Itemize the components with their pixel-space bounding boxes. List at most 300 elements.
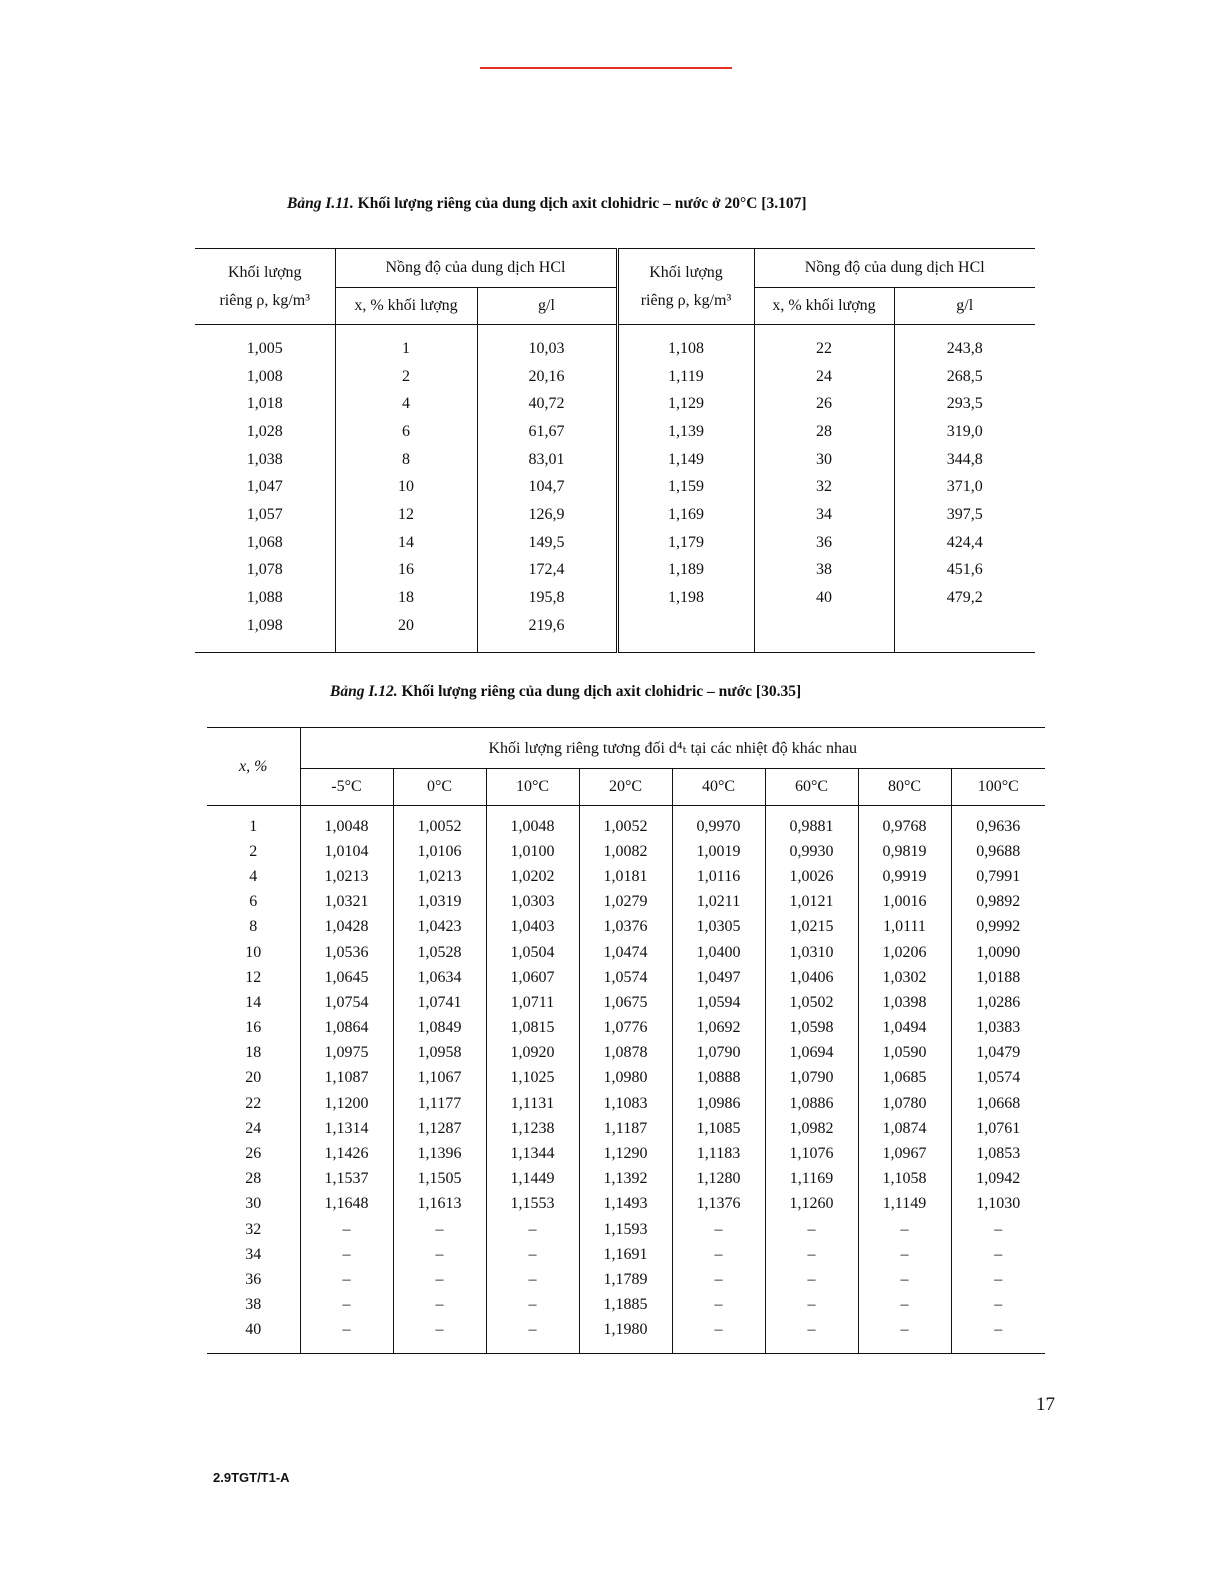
t12-cell-density: 0,9930	[765, 839, 858, 864]
t12-cell-x: 2	[207, 839, 300, 864]
t12-cell-density: 1,1691	[579, 1242, 672, 1267]
t11-density-line1-right: Khối lượng	[649, 263, 723, 281]
table-11-title: Khối lượng riêng của dung dịch axit clohidric – nước ở 20°C [3.107]	[357, 195, 807, 212]
t12-cell-density: 1,1789	[579, 1267, 672, 1292]
t12-cell-density: 1,0310	[765, 940, 858, 965]
t12-cell-x: 22	[207, 1091, 300, 1116]
t12-cell-density: 1,1260	[765, 1192, 858, 1217]
t12-temp-header-row	[207, 769, 1045, 806]
t12-cell-density: 1,0321	[300, 890, 393, 915]
t12-cell-density: 1,0645	[300, 965, 393, 990]
t12-cell-density: 1,1537	[300, 1167, 393, 1192]
t12-cell-density: –	[994, 1270, 1003, 1288]
t11-cell-rho-l: 1,057	[195, 501, 335, 529]
t12-cell-density: 1,1280	[672, 1167, 765, 1192]
t12-cell-density: 0,9892	[976, 893, 1021, 911]
t12-cell-density: 1,0594	[672, 990, 765, 1015]
t11-cell-x-r: 30	[754, 446, 894, 474]
t12-cell-x: 8	[207, 915, 300, 940]
t12-temp-header: 60°C	[765, 769, 858, 806]
t12-cell-density: 1,1885	[579, 1293, 672, 1318]
t11-x-header-right: x, % khối lượng	[754, 288, 894, 325]
t12-cell-x: 34	[207, 1242, 300, 1267]
t12-cell-density: 1,0181	[579, 864, 672, 889]
t12-cell-x: 24	[207, 1116, 300, 1141]
t12-row	[207, 839, 1045, 864]
t12-cell-density: 1,1149	[858, 1192, 951, 1217]
t11-cell-rho-l: 1,008	[195, 363, 335, 391]
t12-row	[207, 990, 1045, 1015]
t12-cell-density: 1,0741	[393, 990, 486, 1015]
t12-cell-density: 1,0121	[765, 890, 858, 915]
t12-cell-density: 0,9688	[976, 842, 1021, 860]
t12-cell-density: 1,0790	[765, 1066, 858, 1091]
t12-cell-density: –	[393, 1242, 486, 1267]
t12-cell-density: 1,0303	[486, 890, 579, 915]
t12-cell-density: 1,0607	[486, 965, 579, 990]
t12-cell-density: 1,0692	[672, 1016, 765, 1041]
t12-cell-density: 1,0479	[976, 1044, 1021, 1062]
t12-cell-density: 0,7991	[976, 867, 1021, 885]
t11-cell-x-r: 26	[754, 390, 894, 418]
t12-cell-density: 0,9636	[976, 817, 1021, 835]
t11-cell-x-r: 36	[754, 529, 894, 557]
t11-body	[195, 325, 1035, 653]
t11-cell-g-l: 10,03	[477, 325, 617, 363]
t12-cell-density: 1,1426	[300, 1141, 393, 1166]
t12-cell-density: 1,0286	[976, 993, 1021, 1011]
t12-cell-density: –	[994, 1321, 1003, 1339]
t12-cell-density: 1,0675	[579, 990, 672, 1015]
t12-row	[207, 1293, 1045, 1318]
t11-cell-x-l: 18	[335, 584, 477, 612]
t12-cell-density: 1,0776	[579, 1016, 672, 1041]
t12-cell-density: 1,0428	[300, 915, 393, 940]
table-12	[207, 727, 1045, 1354]
t12-temp-header: -5°C	[300, 769, 393, 806]
t12-cell-density: 1,0942	[976, 1170, 1021, 1188]
t11-cell-g-r: 479,2	[946, 589, 983, 607]
t12-cell-density: 1,1290	[579, 1141, 672, 1166]
t12-cell-density: –	[486, 1293, 579, 1318]
t12-cell-density: 1,0104	[300, 839, 393, 864]
t12-cell-density: 1,0383	[976, 1019, 1021, 1037]
table-12-title: Khối lượng riêng của dung dịch axit clohidric – nước [30.35]	[401, 683, 802, 700]
t12-cell-density: 1,0026	[765, 864, 858, 889]
t12-cell-density: 1,0888	[672, 1066, 765, 1091]
t12-cell-density: –	[858, 1293, 951, 1318]
t12-row	[207, 890, 1045, 915]
t12-cell-density: 1,0213	[300, 864, 393, 889]
t11-row	[195, 418, 1035, 446]
t11-cell-rho-l: 1,047	[195, 473, 335, 501]
t12-cell-density: 1,0494	[858, 1016, 951, 1041]
t12-temp-header: 40°C	[672, 769, 765, 806]
t12-cell-density: 1,0305	[672, 915, 765, 940]
t12-cell-density: 1,0497	[672, 965, 765, 990]
t11-cell-g-r: 371,0	[946, 478, 983, 496]
t12-cell-density: –	[393, 1293, 486, 1318]
t11-cell-g-r: 243,8	[946, 339, 983, 357]
t12-cell-density: 1,0302	[858, 965, 951, 990]
t11-cell-rho-l: 1,028	[195, 418, 335, 446]
t12-cell-density: –	[486, 1242, 579, 1267]
page-number: 17	[1036, 1394, 1055, 1415]
t12-row	[207, 1167, 1045, 1192]
t12-cell-density: 1,1376	[672, 1192, 765, 1217]
t12-cell-density: 1,1067	[393, 1066, 486, 1091]
doc-code: 2.9TGT/T1-A	[213, 1470, 290, 1485]
t12-cell-density: 1,0502	[765, 990, 858, 1015]
t12-cell-density: 1,0398	[858, 990, 951, 1015]
t12-cell-density: –	[994, 1296, 1003, 1314]
t12-cell-density: 1,0920	[486, 1041, 579, 1066]
t11-density-line2-left: riêng ρ, kg/m³	[219, 291, 311, 309]
t12-cell-density: 1,0780	[858, 1091, 951, 1116]
t12-cell-density: –	[858, 1318, 951, 1354]
t12-cell-density: 1,0206	[858, 940, 951, 965]
t12-cell-density: 1,0528	[393, 940, 486, 965]
t12-row	[207, 1041, 1045, 1066]
t12-cell-density: 1,1553	[486, 1192, 579, 1217]
t12-cell-density: –	[486, 1318, 579, 1354]
t12-cell-density: 1,0211	[672, 890, 765, 915]
t12-cell-density: 1,0980	[579, 1066, 672, 1091]
t11-density-header-right	[617, 249, 754, 325]
t12-row	[207, 965, 1045, 990]
t12-cell-density: 1,1287	[393, 1116, 486, 1141]
t11-cell-g-l: 104,7	[477, 473, 617, 501]
t12-cell-density: 1,1187	[579, 1116, 672, 1141]
t11-conc-header-left: Nồng độ của dung dịch HCl	[335, 249, 617, 288]
t12-temp-header: 10°C	[486, 769, 579, 806]
t12-row	[207, 1091, 1045, 1116]
t11-cell-g-l: 126,9	[477, 501, 617, 529]
t11-cell-rho-r: 1,119	[617, 363, 754, 391]
t12-cell-density: –	[672, 1267, 765, 1292]
t11-cell-rho-r: 1,159	[617, 473, 754, 501]
t12-cell-density: –	[858, 1217, 951, 1242]
t12-cell-density: 1,0694	[765, 1041, 858, 1066]
t12-cell-density: –	[300, 1217, 393, 1242]
t11-cell-x-l: 1	[335, 325, 477, 363]
t12-cell-density: 1,0403	[486, 915, 579, 940]
t12-cell-x: 12	[207, 965, 300, 990]
t12-cell-density: 1,0016	[858, 890, 951, 915]
t12-cell-density: 1,1396	[393, 1141, 486, 1166]
t12-cell-density: 1,0423	[393, 915, 486, 940]
t11-cell-rho-r: 1,108	[617, 325, 754, 363]
t12-cell-density: –	[393, 1318, 486, 1354]
t12-cell-density: 1,1030	[976, 1195, 1021, 1213]
t12-cell-x: 10	[207, 940, 300, 965]
t11-cell-g-r: 451,6	[946, 561, 983, 579]
t11-row	[195, 446, 1035, 474]
t12-cell-density: 1,1076	[765, 1141, 858, 1166]
t12-cell-density: 1,1314	[300, 1116, 393, 1141]
t12-cell-density: –	[765, 1267, 858, 1292]
t12-temp-header: 80°C	[858, 769, 951, 806]
t12-cell-x: 14	[207, 990, 300, 1015]
t12-cell-x: 20	[207, 1066, 300, 1091]
t12-cell-density: 1,0574	[579, 965, 672, 990]
t12-cell-density: 1,0504	[486, 940, 579, 965]
t12-cell-density: 1,1087	[300, 1066, 393, 1091]
t12-cell-density: 1,0790	[672, 1041, 765, 1066]
t12-row	[207, 915, 1045, 940]
t11-cell-rho-l: 1,068	[195, 529, 335, 557]
t12-cell-density: 1,0319	[393, 890, 486, 915]
t11-cell-rho-l: 1,098	[195, 612, 335, 652]
t12-cell-density: 1,1169	[765, 1167, 858, 1192]
t11-row	[195, 529, 1035, 557]
t12-cell-density: 1,1058	[858, 1167, 951, 1192]
t12-row	[207, 1318, 1045, 1354]
t11-cell-x-l: 4	[335, 390, 477, 418]
t12-cell-density: –	[393, 1267, 486, 1292]
t12-cell-density: 1,0986	[672, 1091, 765, 1116]
t11-cell-g-r: 344,8	[946, 450, 983, 468]
t12-cell-density: –	[994, 1245, 1003, 1263]
t11-cell-g-r: 293,5	[946, 395, 983, 413]
t11-cell-x-l: 2	[335, 363, 477, 391]
t12-cell-density: 1,0874	[858, 1116, 951, 1141]
t12-cell-density: 1,0853	[976, 1145, 1021, 1163]
t11-cell-x-r: 34	[754, 501, 894, 529]
t12-cell-density: 1,0711	[486, 990, 579, 1015]
t11-cell-x-r: 40	[754, 584, 894, 612]
t12-cell-density: 0,9819	[858, 839, 951, 864]
t11-x-header-left: x, % khối lượng	[335, 288, 477, 325]
t11-row	[195, 325, 1035, 363]
t11-cell-rho-l: 1,088	[195, 584, 335, 612]
t11-cell-rho-r: 1,198	[617, 584, 754, 612]
t12-cell-x: 32	[207, 1217, 300, 1242]
t12-temp-header: 100°C	[951, 769, 1045, 806]
t12-cell-density: 1,0082	[579, 839, 672, 864]
t11-cell-x-l: 14	[335, 529, 477, 557]
t11-cell-g-l: 61,67	[477, 418, 617, 446]
t11-cell-x-r: 28	[754, 418, 894, 446]
t12-cell-x: 6	[207, 890, 300, 915]
t12-row	[207, 1016, 1045, 1041]
t11-cell-g-l: 20,16	[477, 363, 617, 391]
t12-cell-density: 1,1505	[393, 1167, 486, 1192]
t12-cell-density: 1,0213	[393, 864, 486, 889]
t12-row	[207, 1116, 1045, 1141]
t12-cell-density: 1,0685	[858, 1066, 951, 1091]
t11-cell-rho-r: 1,179	[617, 529, 754, 557]
t12-cell-density: –	[765, 1242, 858, 1267]
t11-cell-x-l: 6	[335, 418, 477, 446]
t12-body	[207, 806, 1045, 1354]
t12-cell-density: 0,9768	[858, 806, 951, 840]
t12-cell-density: 1,0406	[765, 965, 858, 990]
t12-row	[207, 1267, 1045, 1292]
t11-gl-header-left: g/l	[477, 288, 617, 325]
t12-cell-density: 0,9919	[858, 864, 951, 889]
t12-row	[207, 1141, 1045, 1166]
t11-conc-header-right: Nồng độ của dung dịch HCl	[804, 259, 985, 276]
t12-cell-density: –	[672, 1217, 765, 1242]
t12-cell-x: 30	[207, 1192, 300, 1217]
t12-cell-density: –	[672, 1293, 765, 1318]
t12-cell-density: 1,0019	[672, 839, 765, 864]
t11-cell-g-r	[894, 612, 1035, 652]
t12-cell-density: 0,9992	[976, 918, 1021, 936]
t12-cell-density: –	[994, 1220, 1003, 1238]
t12-cell-density: –	[765, 1293, 858, 1318]
t11-cell-rho-r: 1,169	[617, 501, 754, 529]
t12-cell-x: 16	[207, 1016, 300, 1041]
t11-cell-rho-l: 1,038	[195, 446, 335, 474]
t12-cell-density: –	[672, 1242, 765, 1267]
t12-cell-density: –	[393, 1217, 486, 1242]
t12-cell-density: 1,1648	[300, 1192, 393, 1217]
table-12-label: Bảng I.12.	[330, 683, 398, 700]
t12-cell-density: –	[858, 1267, 951, 1292]
t12-cell-density: 1,0590	[858, 1041, 951, 1066]
t12-cell-density: 1,0815	[486, 1016, 579, 1041]
t12-cell-density: –	[300, 1242, 393, 1267]
t11-cell-rho-r: 1,139	[617, 418, 754, 446]
t11-row	[195, 390, 1035, 418]
t12-cell-density: 1,0048	[486, 806, 579, 840]
t12-temp-header: 0°C	[393, 769, 486, 806]
t11-cell-x-l: 8	[335, 446, 477, 474]
t12-cell-density: 1,0048	[300, 806, 393, 840]
t12-row	[207, 1217, 1045, 1242]
t12-cell-density: 1,0400	[672, 940, 765, 965]
t11-cell-g-l: 83,01	[477, 446, 617, 474]
t12-cell-x: 4	[207, 864, 300, 889]
t12-cell-density: 1,0598	[765, 1016, 858, 1041]
t12-cell-density: 1,1344	[486, 1141, 579, 1166]
t11-cell-g-r: 319,0	[946, 422, 983, 440]
t11-cell-rho-r	[617, 612, 754, 652]
t12-cell-density: 1,1083	[579, 1091, 672, 1116]
t11-cell-g-l: 172,4	[477, 557, 617, 585]
t12-cell-density: 1,0215	[765, 915, 858, 940]
t11-row	[195, 501, 1035, 529]
t12-cell-density: 0,9881	[765, 806, 858, 840]
t12-cell-density: 1,0761	[976, 1119, 1021, 1137]
t12-cell-density: 1,0188	[976, 968, 1021, 986]
t12-cell-density: 1,0975	[300, 1041, 393, 1066]
t12-cell-density: 1,1131	[486, 1091, 579, 1116]
t12-cell-density: 1,0474	[579, 940, 672, 965]
t12-cell-density: 1,0111	[858, 915, 951, 940]
t12-cell-density: 1,1085	[672, 1116, 765, 1141]
t12-row	[207, 1192, 1045, 1217]
t11-cell-g-l: 219,6	[477, 612, 617, 652]
t12-cell-x: 40	[207, 1318, 300, 1354]
t11-cell-rho-r: 1,129	[617, 390, 754, 418]
table-11	[195, 248, 1035, 653]
t11-cell-x-l: 20	[335, 612, 477, 652]
t12-cell-density: 1,0536	[300, 940, 393, 965]
t12-cell-density: 1,0106	[393, 839, 486, 864]
t12-row	[207, 806, 1045, 840]
t12-cell-density: 1,0052	[393, 806, 486, 840]
t12-cell-density: –	[486, 1217, 579, 1242]
t12-cell-density: 1,1980	[579, 1318, 672, 1354]
t12-cell-density: 1,0878	[579, 1041, 672, 1066]
t12-cell-density: 1,1177	[393, 1091, 486, 1116]
t12-cell-density: 1,1593	[579, 1217, 672, 1242]
t11-row	[195, 473, 1035, 501]
t12-cell-density: 1,1493	[579, 1192, 672, 1217]
t12-cell-x: 18	[207, 1041, 300, 1066]
t12-cell-density: 1,1183	[672, 1141, 765, 1166]
t12-cell-x: 38	[207, 1293, 300, 1318]
t11-row	[195, 557, 1035, 585]
t12-cell-density: 1,1025	[486, 1066, 579, 1091]
t11-cell-g-r: 397,5	[946, 505, 983, 523]
t12-row	[207, 1242, 1045, 1267]
t11-cell-x-l: 16	[335, 557, 477, 585]
t11-gl-header-right: g/l	[894, 288, 1035, 325]
t12-cell-density: –	[300, 1293, 393, 1318]
t11-cell-g-r: 424,4	[946, 533, 983, 551]
t11-row	[195, 584, 1035, 612]
table-11-label: Bảng I.11.	[287, 195, 354, 212]
t12-cell-density: 1,1238	[486, 1116, 579, 1141]
t11-cell-rho-l: 1,078	[195, 557, 335, 585]
t11-cell-g-l: 149,5	[477, 529, 617, 557]
t12-cell-density: 1,0634	[393, 965, 486, 990]
t11-cell-g-l: 40,72	[477, 390, 617, 418]
t11-cell-x-r: 32	[754, 473, 894, 501]
t12-cell-density: –	[858, 1242, 951, 1267]
t12-cell-x: 26	[207, 1141, 300, 1166]
t12-cell-density: 1,0967	[858, 1141, 951, 1166]
t11-density-header-left	[195, 249, 335, 325]
t12-group-header: Khối lượng riêng tương đối d⁴ₜ tại các nhiệt độ khác nhau	[488, 740, 858, 757]
t12-cell-density: 1,0100	[486, 839, 579, 864]
t12-cell-density: 1,0116	[672, 864, 765, 889]
t11-cell-g-r: 268,5	[946, 367, 983, 385]
t12-cell-density: 1,0668	[976, 1094, 1021, 1112]
t11-density-line2-right: riêng ρ, kg/m³	[640, 291, 732, 309]
t12-cell-density: 1,0052	[579, 806, 672, 840]
t11-cell-rho-l: 1,005	[195, 325, 335, 363]
t12-cell-density: 1,0090	[976, 943, 1021, 961]
t11-cell-rho-r: 1,189	[617, 557, 754, 585]
t12-cell-density: –	[765, 1318, 858, 1354]
t11-cell-x-r: 22	[754, 325, 894, 363]
t11-row	[195, 612, 1035, 652]
t11-cell-rho-r: 1,149	[617, 446, 754, 474]
t11-cell-x-r: 24	[754, 363, 894, 391]
t12-cell-density: 1,0279	[579, 890, 672, 915]
t11-cell-x-r: 38	[754, 557, 894, 585]
t11-cell-g-l: 195,8	[477, 584, 617, 612]
t12-cell-x: 36	[207, 1267, 300, 1292]
t12-cell-density: 1,0574	[976, 1069, 1021, 1087]
t11-row	[195, 363, 1035, 391]
t12-cell-x: 28	[207, 1167, 300, 1192]
t12-cell-density: 1,0958	[393, 1041, 486, 1066]
t12-cell-density: 1,1613	[393, 1192, 486, 1217]
table-12-caption	[330, 683, 801, 701]
t11-cell-x-l: 10	[335, 473, 477, 501]
t12-cell-density: 1,0376	[579, 915, 672, 940]
t12-cell-density: 1,0202	[486, 864, 579, 889]
t12-row	[207, 940, 1045, 965]
t11-density-line1-left: Khối lượng	[227, 263, 302, 281]
t12-row	[207, 864, 1045, 889]
